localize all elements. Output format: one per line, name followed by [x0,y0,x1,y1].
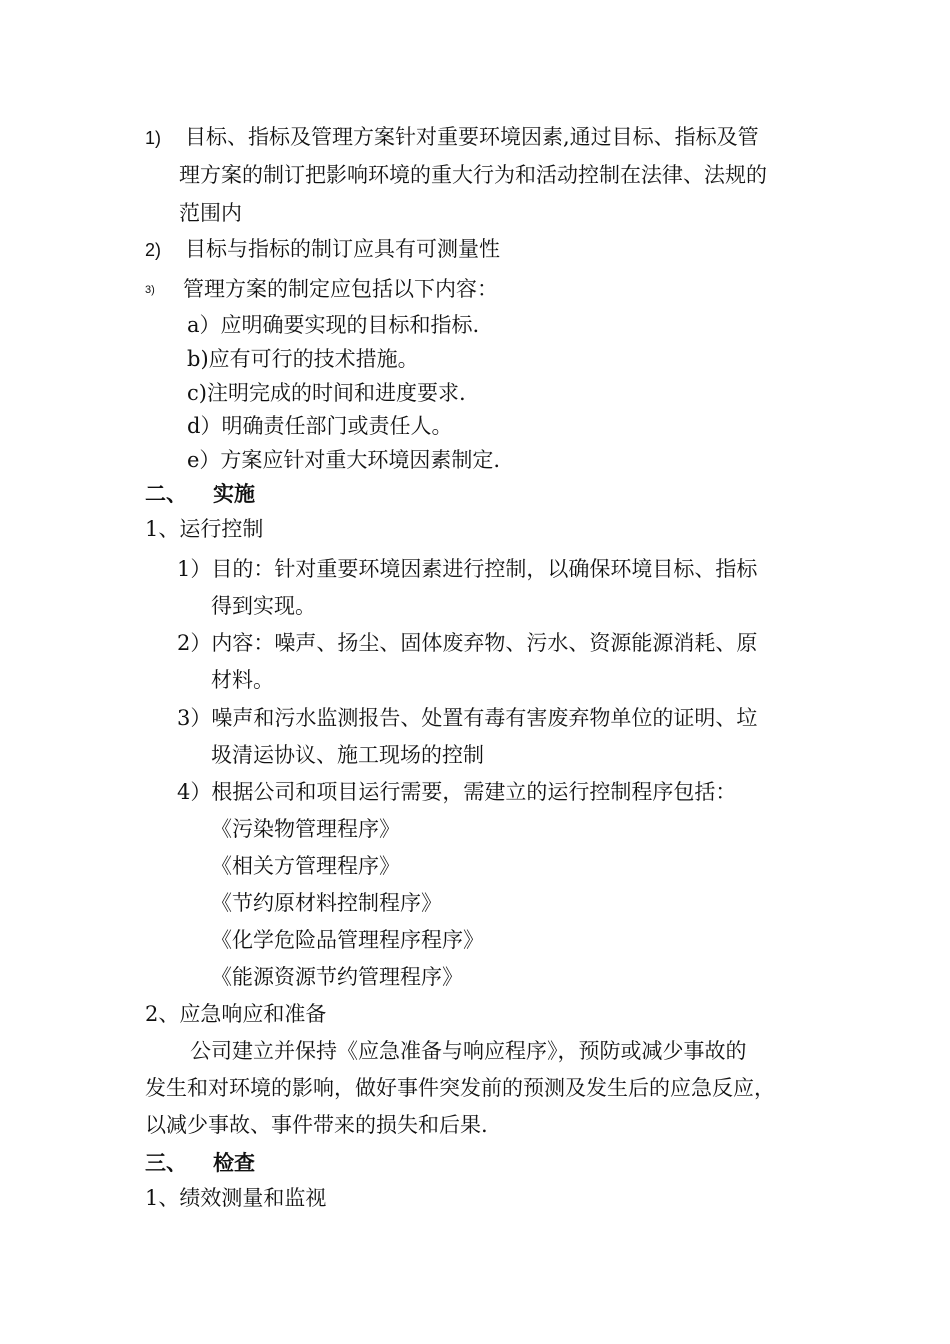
emergency-paragraph-line-2: 发生和对环境的影响，做好事件突发前的预测及发生后的应急反应， [145,1076,775,1100]
operation-item-2-line-1: 2）内容：噪声、扬尘、固体废弃物、污水、资源能源消耗、原 [177,631,758,655]
goal-item-3-marker: 3) [145,284,155,296]
goal-item-1-marker: 1) [145,128,162,148]
goal-item-1-line-3: 范围内 [179,201,242,225]
goal-item-1 [145,124,759,151]
program-1: 《污染物管理程序》 [211,817,400,841]
goal-subitem-c: c)注明完成的时间和进度要求. [187,381,466,405]
goal-item-1-line-2: 理方案的制订把影响环境的重大行为和活动控制在法律、法规的 [179,163,767,187]
goal-item-1-line-1: 目标、指标及管理方案针对重要环境因素,通过目标、指标及管 [185,125,759,149]
operation-item-1-line-2: 得到实现。 [211,594,316,618]
section-2-heading [145,481,255,507]
program-5: 《能源资源节约管理程序》 [211,965,463,989]
program-3: 《节约原材料控制程序》 [211,891,442,915]
section-3-title: 检查 [213,1151,255,1175]
emergency-paragraph-line-3: 以减少事故、事件带来的损失和后果. [145,1113,488,1137]
section-2-sub-2-title: 2、应急响应和准备 [145,1002,327,1026]
program-4: 《化学危险品管理程序程序》 [211,928,484,952]
section-3-sub-1-title: 1、绩效测量和监视 [145,1186,327,1210]
program-2: 《相关方管理程序》 [211,854,400,878]
goal-subitem-a: a）应明确要实现的目标和指标. [187,313,480,337]
goal-subitem-b: b)应有可行的技术措施。 [187,347,419,371]
operation-item-1-line-1: 1）目的：针对重要环境因素进行控制，以确保环境目标、指标 [177,557,758,581]
emergency-paragraph-line-1: 公司建立并保持《应急准备与响应程序》，预防或减少事故的 [190,1039,747,1063]
operation-item-3-line-2: 圾清运协议、施工现场的控制 [211,743,484,767]
goal-item-2-text: 目标与指标的制订应具有可测量性 [185,237,500,261]
goal-subitem-e: e）方案应针对重大环境因素制定. [187,448,501,472]
section-2-title: 实施 [213,482,255,506]
operation-item-4: 4）根据公司和项目运行需要，需建立的运行控制程序包括： [177,780,737,804]
section-2-number: 二、 [145,482,187,506]
operation-item-2-line-2: 材料。 [211,668,274,692]
section-3-heading [145,1150,255,1176]
goal-item-2-marker: 2) [145,240,162,260]
goal-subitem-d: d）明确责任部门或责任人。 [187,414,453,438]
goal-item-3-text: 管理方案的制定应包括以下内容： [183,277,498,301]
section-2-sub-1-title: 1、运行控制 [145,517,264,541]
section-3-number: 三、 [145,1151,187,1175]
goal-item-2 [145,236,500,263]
operation-item-3-line-1: 3）噪声和污水监测报告、处置有毒有害废弃物单位的证明、垃 [177,706,758,730]
goal-item-3 [145,276,498,303]
